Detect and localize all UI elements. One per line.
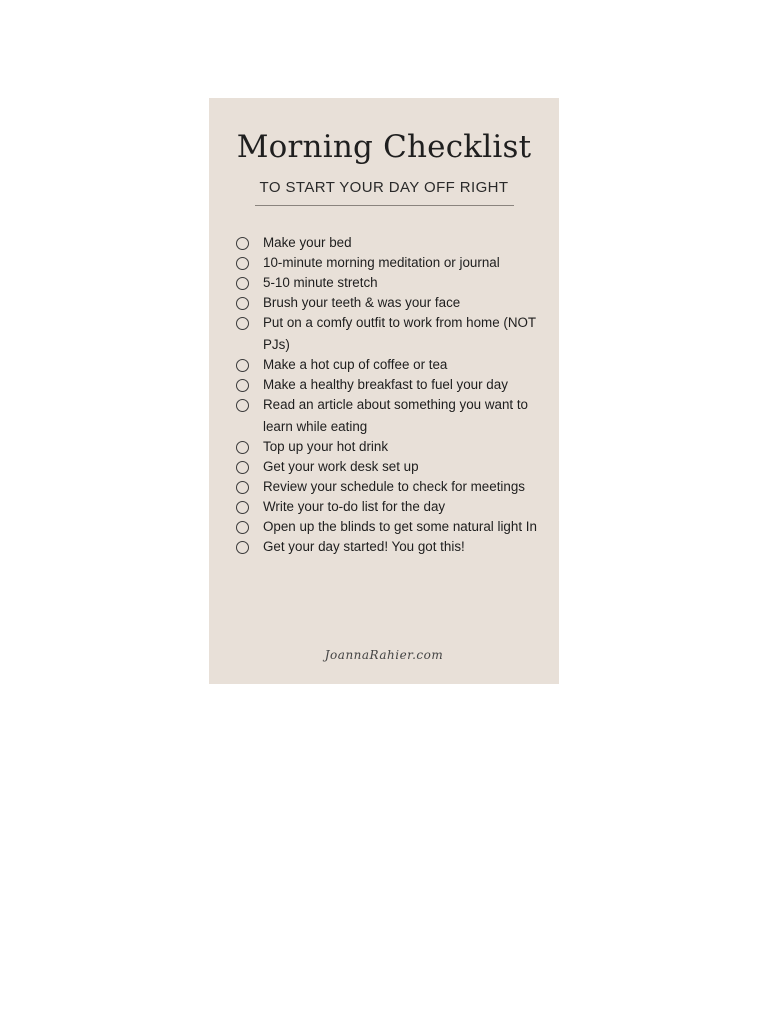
checkbox-circle-icon[interactable] [236, 461, 249, 474]
checkbox-circle-icon[interactable] [236, 317, 249, 330]
checklist-item[interactable] [209, 458, 559, 478]
checklist-item[interactable] [209, 376, 559, 396]
checklist-item-label: Get your day started! You got this! [263, 539, 465, 554]
checkbox-circle-icon[interactable] [236, 237, 249, 250]
checklist-item[interactable] [209, 518, 559, 538]
checkbox-circle-icon[interactable] [236, 521, 249, 534]
checklist-item-label: Make a hot cup of coffee or tea [263, 357, 448, 372]
checkbox-circle-icon[interactable] [236, 399, 249, 412]
checklist-item[interactable] [209, 478, 559, 498]
checkbox-circle-icon[interactable] [236, 257, 249, 270]
checklist-item[interactable] [209, 274, 559, 294]
checklist-item[interactable] [209, 254, 559, 274]
checklist-item[interactable] [209, 356, 559, 376]
checkbox-circle-icon[interactable] [236, 481, 249, 494]
page-subtitle: TO START YOUR DAY OFF RIGHT [259, 179, 509, 196]
checklist-item-label: Make a healthy breakfast to fuel your day [263, 377, 508, 392]
checklist-item[interactable] [209, 314, 559, 356]
checklist-item[interactable] [209, 498, 559, 518]
checklist-item-label: Get your work desk set up [263, 459, 419, 474]
checkbox-circle-icon[interactable] [236, 277, 249, 290]
checklist-item-label: Review your schedule to check for meetings [263, 479, 525, 494]
checklist-item-label: Top up your hot drink [263, 439, 389, 454]
checklist-item-label: Brush your teeth & was your face [263, 295, 461, 310]
checklist-item-label: Open up the blinds to get some natural light In [263, 519, 537, 534]
checkbox-circle-icon[interactable] [236, 541, 249, 554]
checklist-item[interactable] [209, 438, 559, 458]
divider [255, 205, 514, 206]
checklist-item[interactable] [209, 294, 559, 314]
checklist-item-label: Read an article about something you want to learn while eating [263, 397, 529, 434]
page-title: Morning Checklist [236, 129, 532, 165]
checklist-item-label: 10-minute morning meditation or journal [263, 255, 500, 270]
checkbox-circle-icon[interactable] [236, 297, 249, 310]
checklist-item[interactable] [209, 234, 559, 254]
checklist-item-label: Write your to-do list for the day [263, 499, 446, 514]
checklist-item-label: Put on a comfy outfit to work from home (NOT PJs) [263, 315, 536, 352]
checkbox-circle-icon[interactable] [236, 501, 249, 514]
checkbox-circle-icon[interactable] [236, 359, 249, 372]
checkbox-circle-icon[interactable] [236, 379, 249, 392]
checklist [209, 234, 559, 558]
checklist-item[interactable] [209, 396, 559, 438]
signature-logo: JoannaRahier.com [324, 648, 444, 662]
checklist-item-label: 5-10 minute stretch [263, 275, 378, 290]
checklist-card [209, 98, 559, 684]
checklist-item-label: Make your bed [263, 235, 352, 250]
checkbox-circle-icon[interactable] [236, 441, 249, 454]
checklist-item[interactable] [209, 538, 559, 558]
